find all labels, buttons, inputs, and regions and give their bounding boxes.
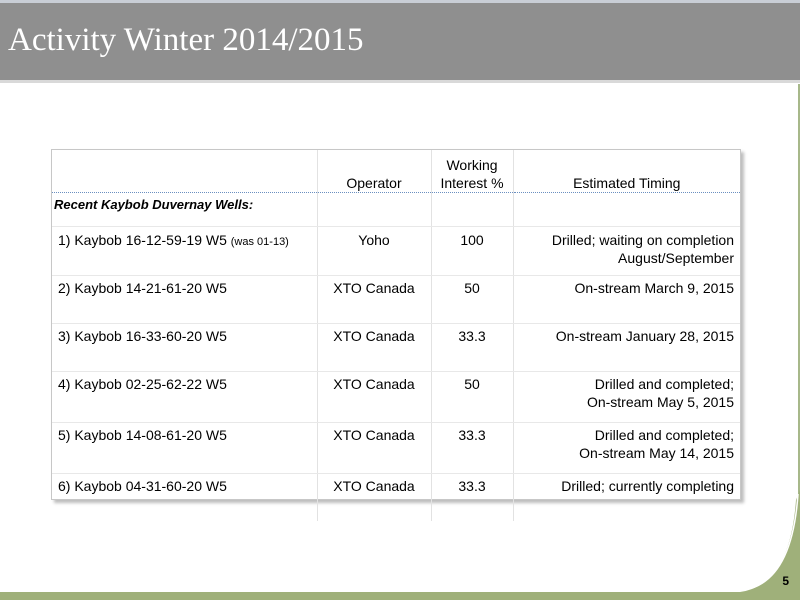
header-working-interest-line1: Working: [446, 157, 498, 173]
timing-line1: Drilled; currently completing: [561, 478, 734, 494]
section-empty-cell: [317, 193, 431, 227]
table-row: [52, 227, 740, 276]
operator-cell: XTO Canada: [317, 474, 431, 522]
timing-cell: [513, 324, 740, 372]
timing-line2: On-stream May 14, 2015: [579, 445, 734, 461]
interest-cell: 33.3: [431, 324, 513, 372]
table-row: [52, 474, 740, 522]
interest-cell: 50: [431, 276, 513, 324]
operator-cell: XTO Canada: [317, 372, 431, 423]
interest-cell: 33.3: [431, 474, 513, 522]
section-empty-cell: [431, 193, 513, 227]
operator-cell: XTO Canada: [317, 423, 431, 474]
operator-cell: XTO Canada: [317, 324, 431, 372]
title-bar-shadow: [0, 80, 800, 83]
section-label: Recent Kaybob Duvernay Wells:: [52, 193, 317, 227]
operator-cell: Yoho: [317, 227, 431, 276]
slide-title: Activity Winter 2014/2015: [8, 22, 364, 58]
interest-cell: 33.3: [431, 423, 513, 474]
timing-line1: On-stream March 9, 2015: [574, 280, 734, 296]
timing-line1: Drilled; waiting on completion: [551, 232, 734, 248]
header-operator: Operator: [317, 150, 431, 193]
timing-cell: [513, 227, 740, 276]
well-note: (was 01-13): [230, 236, 289, 248]
interest-cell: 50: [431, 372, 513, 423]
section-empty-cell: [513, 193, 740, 227]
title-bar-top-line: [0, 0, 800, 3]
section-row: [52, 193, 740, 227]
operator-cell: XTO Canada: [317, 276, 431, 324]
timing-line1: Drilled and completed;: [594, 376, 734, 392]
well-name-cell: 2) Kaybob 14-21-61-20 W5: [52, 276, 317, 324]
timing-cell: [513, 276, 740, 324]
table-row: [52, 324, 740, 372]
timing-line1: Drilled and completed;: [594, 427, 734, 443]
well-name-cell: [52, 227, 317, 276]
corner-accent: [740, 490, 800, 600]
timing-cell: [513, 423, 740, 474]
title-bar: [0, 0, 800, 80]
wells-table: [52, 150, 740, 521]
well-name-cell: 4) Kaybob 02-25-62-22 W5: [52, 372, 317, 423]
well-name-cell: 6) Kaybob 04-31-60-20 W5: [52, 474, 317, 522]
timing-cell: [513, 372, 740, 423]
page-number: 5: [782, 574, 789, 588]
well-name: 1) Kaybob 16-12-59-19 W5: [58, 232, 227, 248]
well-name-cell: 3) Kaybob 16-33-60-20 W5: [52, 324, 317, 372]
timing-line1: On-stream January 28, 2015: [555, 328, 734, 344]
header-working-interest-line2: Interest %: [440, 175, 504, 191]
interest-cell: 100: [431, 227, 513, 276]
timing-line2: On-stream May 5, 2015: [586, 394, 734, 410]
wells-table-container: [51, 149, 741, 500]
well-name-cell: 5) Kaybob 14-08-61-20 W5: [52, 423, 317, 474]
timing-cell: [513, 474, 740, 522]
bottom-accent-stripe: [0, 592, 800, 600]
table-row: [52, 276, 740, 324]
header-row: [52, 150, 740, 193]
timing-line2: August/September: [618, 250, 734, 266]
header-working-interest: [431, 150, 513, 193]
table-row: [52, 423, 740, 474]
table-row: [52, 372, 740, 423]
header-well-cell: [52, 150, 317, 193]
header-estimated-timing: Estimated Timing: [513, 150, 740, 193]
